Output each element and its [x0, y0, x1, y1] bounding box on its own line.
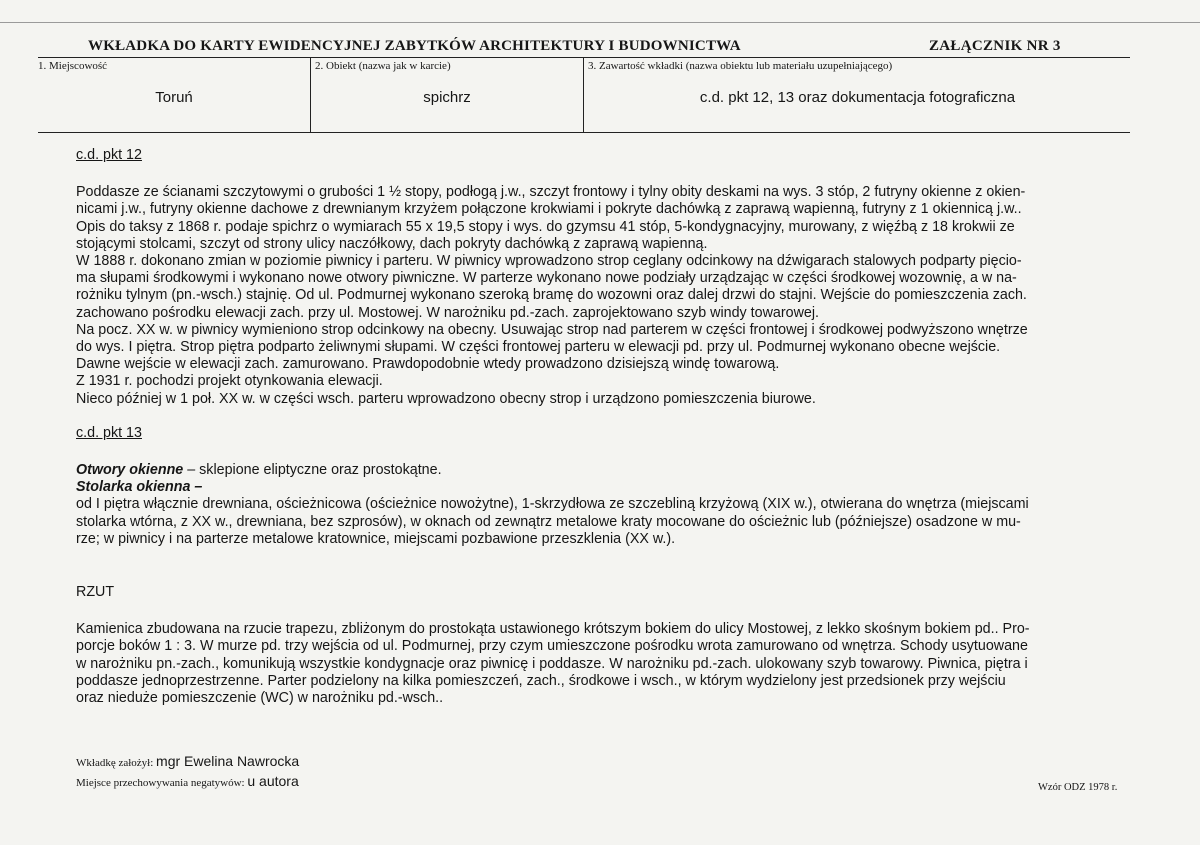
section-heading-rzut: RZUT — [76, 584, 115, 601]
field-locality-value: Toruń — [155, 89, 193, 106]
rzut-text-line: oraz nieduże pomieszczenie (WC) w narożniku pd.-wsch.. — [76, 690, 444, 707]
openings-label: Otwory okienne — [76, 462, 184, 479]
pkt13-text-line: rze; w piwnicy i na parterze metalowe kratownice, miejscami pozbawione przeszklenia (XX w.). — [76, 530, 676, 547]
pkt12-text-line: Opis do taksy z 1868 r. podaje spichrz o wymiarach 55 x 19,5 stopy i wys. do gzymsu 41 stóp, 5-kondygnacyjny, murowany, z więźbą z 18 krokwii ze — [76, 218, 1015, 235]
pkt12-text-line: nicami j.w., futryny okienne dachowe z drewnianym krzyżem połączone krokwiami i pokryte dachówką z zaprawą wapienną, futryny z 1 okiennicą j.w.. — [76, 201, 1022, 218]
pkt12-paragraph — [76, 184, 1134, 408]
author-label: Wkładkę założył: — [76, 757, 154, 769]
footer-meta — [76, 752, 299, 792]
form-title: WKŁADKA DO KARTY EWIDENCYJNEJ ZABYTKÓW ARCHITEKTURY I BUDOWNICTWA — [88, 38, 741, 54]
openings-line — [76, 462, 1134, 479]
rzut-text-line: Kamienica zbudowana na rzucie trapezu, zbliżonym do prostokąta ustawionego krótszym bokiem do ulicy Mostowej, z lekko skośnym bokiem pd.. Pro- — [76, 621, 1030, 638]
document-body — [76, 147, 1134, 707]
field-contents-value: c.d. pkt 12, 13 oraz dokumentacja fotograficzna — [699, 89, 1016, 106]
field-object-value: spichrz — [423, 89, 471, 106]
pkt12-text-line: Z 1931 r. pochodzi projekt otynkowania elewacji. — [76, 373, 383, 390]
storage-value: u autora — [247, 773, 299, 789]
rzut-text-line: w narożniku pn.-zach., komunikują wszystkie kondygnacje oraz piwnicę i poddasze. W narożniku pd.-zach. ulokowany szyb towarowy. Piwnica, piętra i — [76, 655, 1028, 672]
storage-label: Miejsce przechowywania negatywów: — [76, 777, 245, 789]
pkt13-paragraph — [76, 496, 1134, 548]
field-locality-label: 1. Miejscowość — [38, 60, 108, 72]
pkt12-text-line: Na pocz. XX w. w piwnicy wymieniono strop odcinkowy na obecny. Usuwając strop nad parterem w części frontowej i środkowej podwyższono wnętrze — [76, 321, 1028, 338]
pkt12-text-line: Dawne wejście w elewacji zach. zamurowano. Prawdopodobnie wtedy prowadzono dzisiejszą windę towarową. — [76, 356, 780, 373]
pkt12-text-line: do wys. I piętra. Strop piętra podparto żeliwnymi słupami. W części frontowej parteru w elewacji pd. przy ul. Podmurnej wykonano obecne wejście. — [76, 339, 1001, 356]
openings-text: – sklepione eliptyczne oraz prostokątne. — [183, 462, 442, 479]
pkt12-text-line: rożniku tylnym (pn.-wsch.) stajnię. Od ul. Podmurnej wykonano szeroką bramę do wozowni oraz dalej drzwi do stajni. Wejście do pomieszczenia zach. — [76, 287, 1027, 304]
form-template-code: Wzór ODZ 1978 r. — [1038, 782, 1118, 793]
field-locality — [38, 58, 310, 132]
field-object — [310, 58, 583, 132]
header-fields-table — [38, 57, 1130, 133]
field-contents — [583, 58, 1131, 132]
pkt12-text-line: Poddasze ze ścianami szczytowymi o grubości 1 ½ stopy, podłogą j.w., szczyt frontowy i tylny obity deskami na wys. 3 stóp, 2 futryny okienne z okien- — [76, 184, 1026, 201]
pkt12-text-line: W 1888 r. dokonano zmian w poziomie piwnicy i parteru. W piwnicy wprowadzono strop ceglany odcinkowy na dźwigarach stalowych podparty pięcio- — [76, 253, 1022, 270]
rzut-paragraph — [76, 621, 1134, 707]
field-object-label: 2. Obiekt (nazwa jak w karcie) — [315, 60, 451, 72]
author-value: mgr Ewelina Nawrocka — [156, 753, 300, 769]
pkt12-text-line: stojącymi stolcami, szczyt od strony ulicy naczółkowy, dach pokryty dachówką z zaprawą wapienną. — [76, 235, 708, 252]
annex-number: ZAŁĄCZNIK NR 3 — [929, 38, 1061, 54]
section-heading-pkt13: c.d. pkt 13 — [76, 424, 142, 441]
section-heading-pkt12: c.d. pkt 12 — [76, 147, 142, 163]
pkt12-text-line: ma słupami środkowymi i wykonano nowe otwory piwniczne. W parterze wykonano nowe podziały urządzając w części środkowej wozownię, a w na- — [76, 270, 1017, 287]
top-rule — [0, 22, 1200, 23]
pkt12-text-line: zachowano pośrodku elewacji zach. przy ul. Mostowej. W narożniku pd.-zach. zaprojektowano szyb windy towarowej. — [76, 304, 819, 321]
pkt13-text-line: stolarka wtórna, z XX w., drewniana, bez szprosów), w oknach od zewnątrz metalowe kraty mocowane do ościeżnic lub (późniejsze) osadzone w mu- — [76, 513, 1021, 530]
field-contents-label: 3. Zawartość wkładki (nazwa obiektu lub materiału uzupełniającego) — [588, 60, 893, 72]
author-line — [76, 752, 299, 772]
storage-line — [76, 772, 299, 792]
rzut-text-line: porcje boków 1 : 3. W murze pd. trzy wejścia od ul. Podmurnej, przy czym umieszczone pośrodku wrota zamurowano od wnętrza. Schody usytuowane — [76, 638, 1028, 655]
pkt13-text-line: od I piętra włącznie drewniana, ościeżnicowa (ościeżnice nowożytne), 1-skrzydłowa ze szczebliną krzyżową (XIX w.), otwierana do wnętrza (miejscami — [76, 496, 1029, 513]
joinery-label: Stolarka okienna – — [76, 479, 203, 496]
pkt12-text-line: Nieco później w 1 poł. XX w. w części wsch. parteru wprowadzono obecny strop i urządzono pomieszczenia biurowe. — [76, 390, 816, 407]
rzut-text-line: poddasze jednoprzestrzenne. Parter podzielony na kilka pomieszczeń, zach., środkowe i wsch., w którym wydzielony jest przedsionek przy wejściu — [76, 672, 1006, 689]
